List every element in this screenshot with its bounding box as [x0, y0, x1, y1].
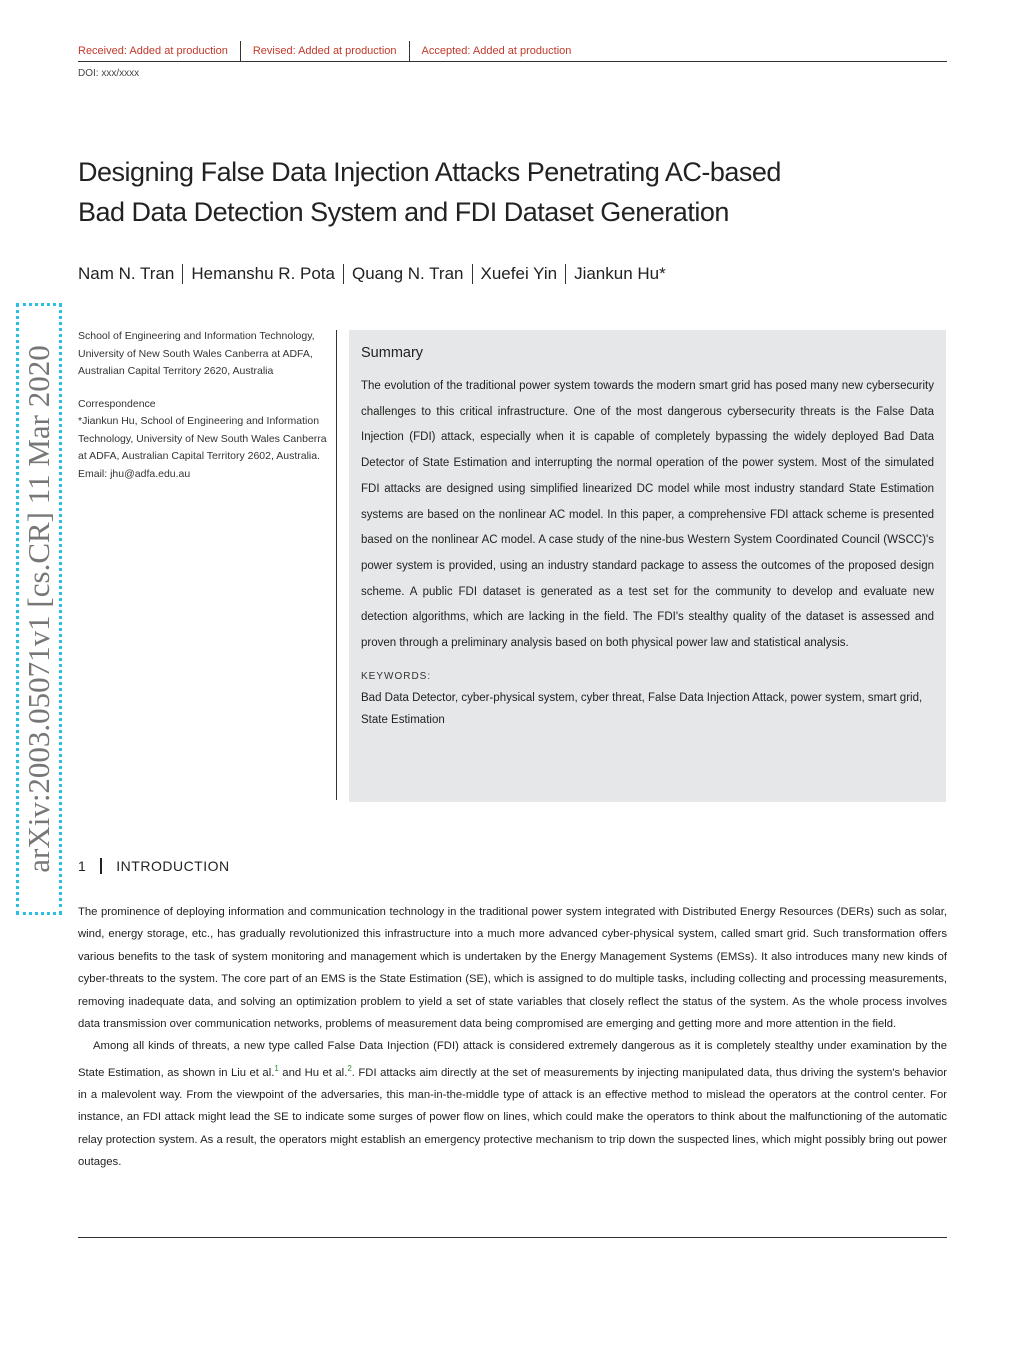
author: Nam N. Tran: [78, 264, 175, 283]
received-date: Received: Added at production: [78, 44, 228, 57]
keywords-label: KEYWORDS:: [361, 670, 432, 682]
author-divider: [343, 264, 344, 284]
author: Hemanshu R. Pota: [191, 264, 335, 283]
accepted-date: Accepted: Added at production: [421, 44, 572, 57]
revised-date: Revised: Added at production: [252, 44, 397, 57]
footer-rule: [78, 1237, 947, 1238]
section-divider: [100, 858, 102, 874]
article-history-header: [78, 40, 947, 62]
author-list: [78, 264, 666, 284]
section-heading: [78, 858, 230, 874]
author-divider: [565, 264, 566, 284]
summary-box: [349, 330, 946, 802]
citation-link[interactable]: 2: [347, 1063, 352, 1073]
arxiv-stamp: [16, 303, 62, 915]
header-divider: [409, 41, 410, 61]
title-line-2: Bad Data Detection System and FDI Dataset Generation: [78, 197, 729, 227]
author: Xuefei Yin: [480, 264, 558, 283]
affiliation-column: [78, 328, 328, 483]
summary-heading: Summary: [361, 345, 424, 361]
title-line-1: Designing False Data Injection Attacks Penetrating AC-based: [78, 157, 781, 187]
summary-body: The evolution of the traditional power system towards the modern smart grid has posed many new cybersecurity challenges to this critical infrastructure. One of the most dangerous cybersecurity threats is the False Data Injection (FDI) attack, especially when it is capable of completely bypassing the widely deployed Bad Data Detector of State Estimation and interrupting the normal operation of the power system. Most of the simulated FDI attacks are designed using simplified linearized DC model while most industry standard State Estimation systems are based on the nonlinear AC model. In this paper, a comprehensive FDI attack scheme is presented based on the nonlinear AC model. A case study of the nine-bus Western System Coordinated Council (WSCC)'s power system is provided, using an industry standard package to assess the outcomes of the proposed design scheme. A public FDI dataset is generated as a test set for the community to develop and evaluate new detection algorithms, which are lacking in the field. The FDI's stealthy quality of the dataset is assessed and proven through a preliminary analysis based on both physical power law and statistical analysis.: [361, 380, 934, 650]
author: Quang N. Tran: [352, 264, 464, 283]
paragraph-text: and Hu et al.: [278, 1066, 348, 1079]
paragraph-text: . FDI attacks aim directly at the set of measurements by injecting manipulated data, thus driving the system's behavior in a malevolent way. From the viewpoint of the adversaries, this man-in-the-middle type of attack is an effective method to mislead the operators at the control center. For instance, an FDI attack might lead the SE to indicate some surges of power flow on lines, which could make the operators to think about the malfunctioning of the automatic relay protection system. As a result, the operators might establish an emergency protective mechanism to trip down the suspected lines, which might possibly bring out power outages.: [78, 1066, 947, 1169]
affiliation-text: School of Engineering and Information Technology, University of New South Wales Canberra at ADFA, Australian Capital Territory 2620, Australia: [78, 330, 315, 377]
section-number: 1: [78, 858, 87, 874]
keywords-text: Bad Data Detector, cyber-physical system, cyber threat, False Data Injection Attack, power system, smart grid, State Estimation: [361, 691, 923, 726]
column-divider: [336, 330, 337, 800]
author-divider: [182, 264, 183, 284]
arxiv-id: arXiv:2003.05071v1 [cs.CR] 11 Mar 2020: [21, 345, 56, 873]
correspondence-label: Correspondence: [78, 397, 156, 410]
doi: DOI: xxx/xxxx: [78, 68, 140, 79]
correspondence-text: *Jiankun Hu, School of Engineering and Information Technology, University of New South Wales Canberra at ADFA, Australian Capital Territory 2602, Australia. Email: jhu@adfa.edu.au: [78, 415, 327, 480]
citation-link[interactable]: 1: [274, 1063, 279, 1073]
introduction-body: [78, 901, 947, 1174]
author: Jiankun Hu*: [574, 264, 666, 283]
author-divider: [472, 264, 473, 284]
section-title: INTRODUCTION: [116, 858, 230, 874]
paragraph: [78, 1035, 947, 1173]
paragraph: The prominence of deploying information and communication technology in the traditional power system integrated with Distributed Energy Resources (DERs) such as solar, wind, energy storage, etc., has gradually revolutionized this infrastructure into a much more advanced cyber-physical system, called smart grid. Such transformation offers various benefits to the task of system monitoring and management which is undertaken by the Energy Management Systems (EMSs). It also introduces many new kinds of cyber-threats to the system. The core part of an EMS is the State Estimation (SE), which is assigned to do multiple tasks, including collecting and processing measurements, removing inadequate data, and solving an optimization problem to yield a set of state variables that closely reflect the status of the system. As the whole process involves data transmission over communication networks, problems of measurement data being compromised are emerging and getting more and more attention in the field.: [78, 906, 947, 1031]
header-divider: [240, 41, 241, 61]
paper-title: [78, 152, 958, 232]
paragraph-text: Among all kinds of threats, a new type called False Data Injection (FDI) attack is considered extremely dangerous as it is completely stealthy under examination by the State Estimation, as shown in Liu et al.: [78, 1040, 947, 1079]
